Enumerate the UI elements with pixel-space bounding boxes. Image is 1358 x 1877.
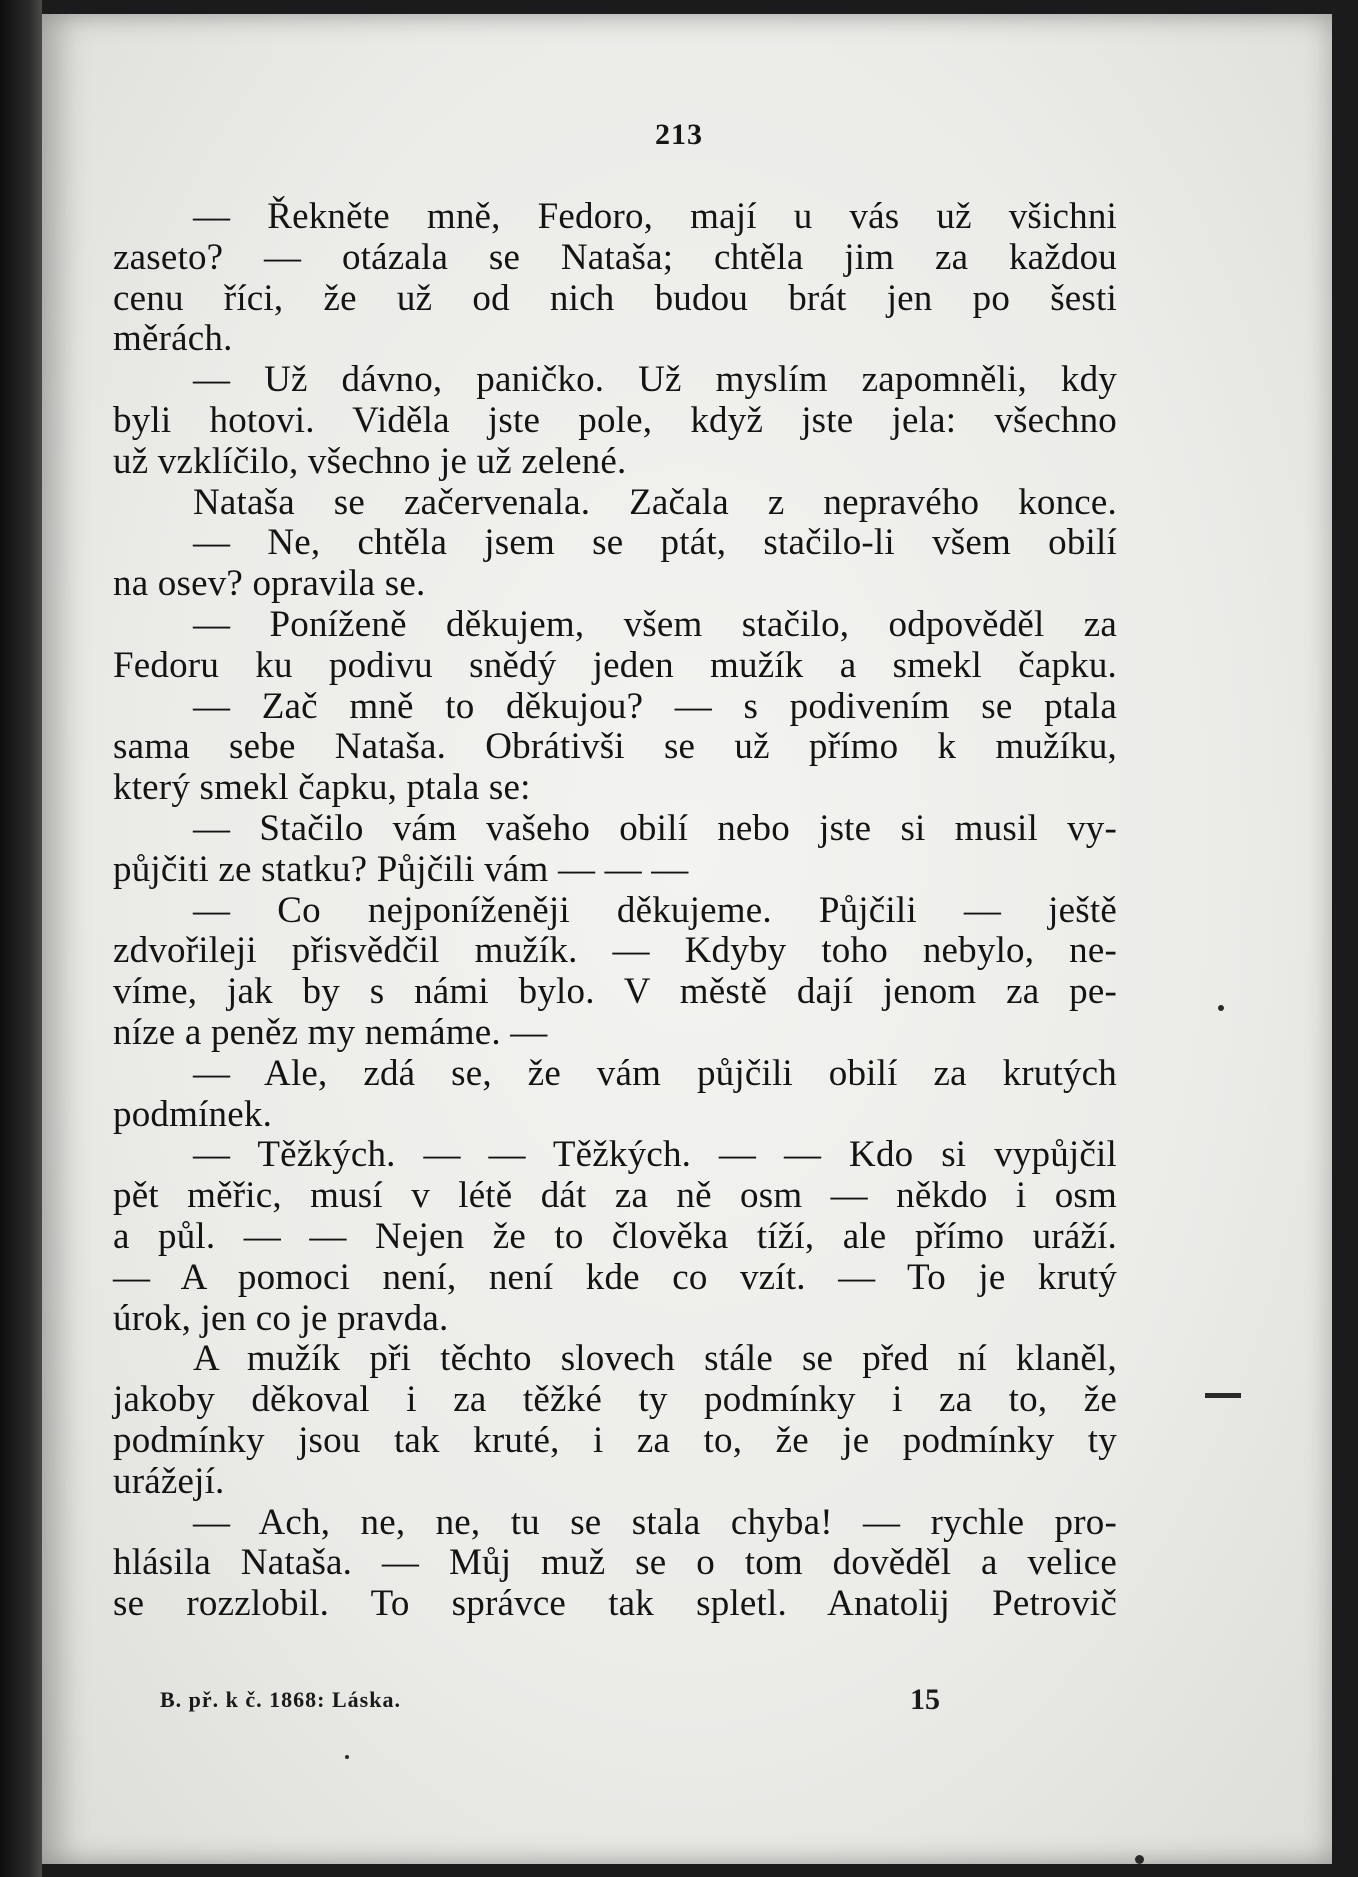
text-line: urážejí. (113, 1460, 225, 1502)
dust-speck (1135, 1855, 1144, 1864)
text-line: A mužík při těchto slovech stále se před ní klaněl, (193, 1338, 1117, 1380)
text-line: podmínky jsou tak kruté, i za to, že je podmínky ty (113, 1419, 1117, 1461)
text-line: zdvořileji přisvědčil mužík. — Kdyby toho nebylo, ne- (113, 930, 1117, 972)
text-line: měrách. (113, 318, 233, 360)
text-line: Nataša se začervenala. Začala z nepravého konce. (193, 481, 1117, 523)
text-line: podmínek. (113, 1093, 273, 1135)
page-number: 213 (655, 118, 703, 151)
text-line: — Stačilo vám vašeho obilí nebo jste si musil vy- (193, 807, 1117, 849)
text-line: byli hotovi. Viděla jste pole, když jste jela: všechno (113, 399, 1117, 441)
body-text (113, 197, 1117, 1625)
text-line: se rozzlobil. To správce tak spletl. Anatolij Petrovič (113, 1583, 1117, 1625)
text-line: víme, jak by s námi bylo. V městě dají jenom za pe- (113, 971, 1117, 1013)
margin-mark (1205, 1393, 1241, 1398)
text-line: půjčiti ze statku? Půjčili vám — — — (113, 848, 689, 890)
text-line: už vzklíčilo, všechno je už zelené. (113, 440, 627, 482)
text-line: který smekl čapku, ptala se: (113, 767, 531, 809)
text-line: — Co nejponíženěji děkujeme. Půjčili — ještě (193, 889, 1117, 931)
book-gutter-shadow (0, 0, 42, 1877)
text-line: — A pomoci není, není kde co vzít. — To je krutý (113, 1256, 1117, 1298)
text-line: — Těžkých. — — Těžkých. — — Kdo si vypůjčil (193, 1134, 1117, 1176)
text-line: pět měřic, musí v létě dát za ně osm — někdo i osm (113, 1175, 1117, 1217)
text-line: úrok, jen co je pravda. (113, 1297, 449, 1339)
printer-signature: B. př. k č. 1868: Láska. (160, 1687, 401, 1712)
text-line: — Ach, ne, ne, tu se stala chyba! — rychle pro- (193, 1501, 1117, 1543)
text-line: níze a peněz my nemáme. — (113, 1011, 548, 1053)
text-line: — Řekněte mně, Fedoro, mají u vás už všichni (193, 196, 1117, 237)
text-line: cenu říci, že už od nich budou brát jen po šesti (113, 277, 1117, 319)
text-line: — Ale, zdá se, že vám půjčili obilí za krutých (193, 1052, 1117, 1094)
dust-speck (345, 1755, 349, 1759)
text-line: na osev? opravila se. (113, 563, 426, 605)
text-line: — Poníženě děkujem, všem stačilo, odpověděl za (193, 603, 1117, 645)
text-line: Fedoru ku podivu snědý jeden mužík a smekl čapku. (113, 644, 1117, 686)
text-line: zaseto? — otázala se Nataša; chtěla jim za každou (113, 236, 1117, 278)
text-line: sama sebe Nataša. Obrátivši se už přímo k mužíku, (113, 726, 1117, 768)
text-line: — Už dávno, paničko. Už myslím zapomněli, kdy (193, 359, 1117, 401)
page-footer (160, 1683, 960, 1723)
text-line: — Zač mně to děkujou? — s podivením se ptala (193, 685, 1117, 727)
text-line: jakoby děkoval i za těžké ty podmínky i za to, že (113, 1379, 1117, 1421)
text-line: hlásila Nataša. — Můj muž se o tom dověděl a velice (113, 1542, 1117, 1584)
sheet-number: 15 (910, 1683, 940, 1716)
text-line: — Ne, chtěla jsem se ptát, stačilo-li všem obilí (193, 522, 1117, 564)
text-line: a půl. — — Nejen že to člověka tíží, ale přímo uráží. (113, 1215, 1117, 1257)
dust-speck (1218, 1005, 1224, 1011)
